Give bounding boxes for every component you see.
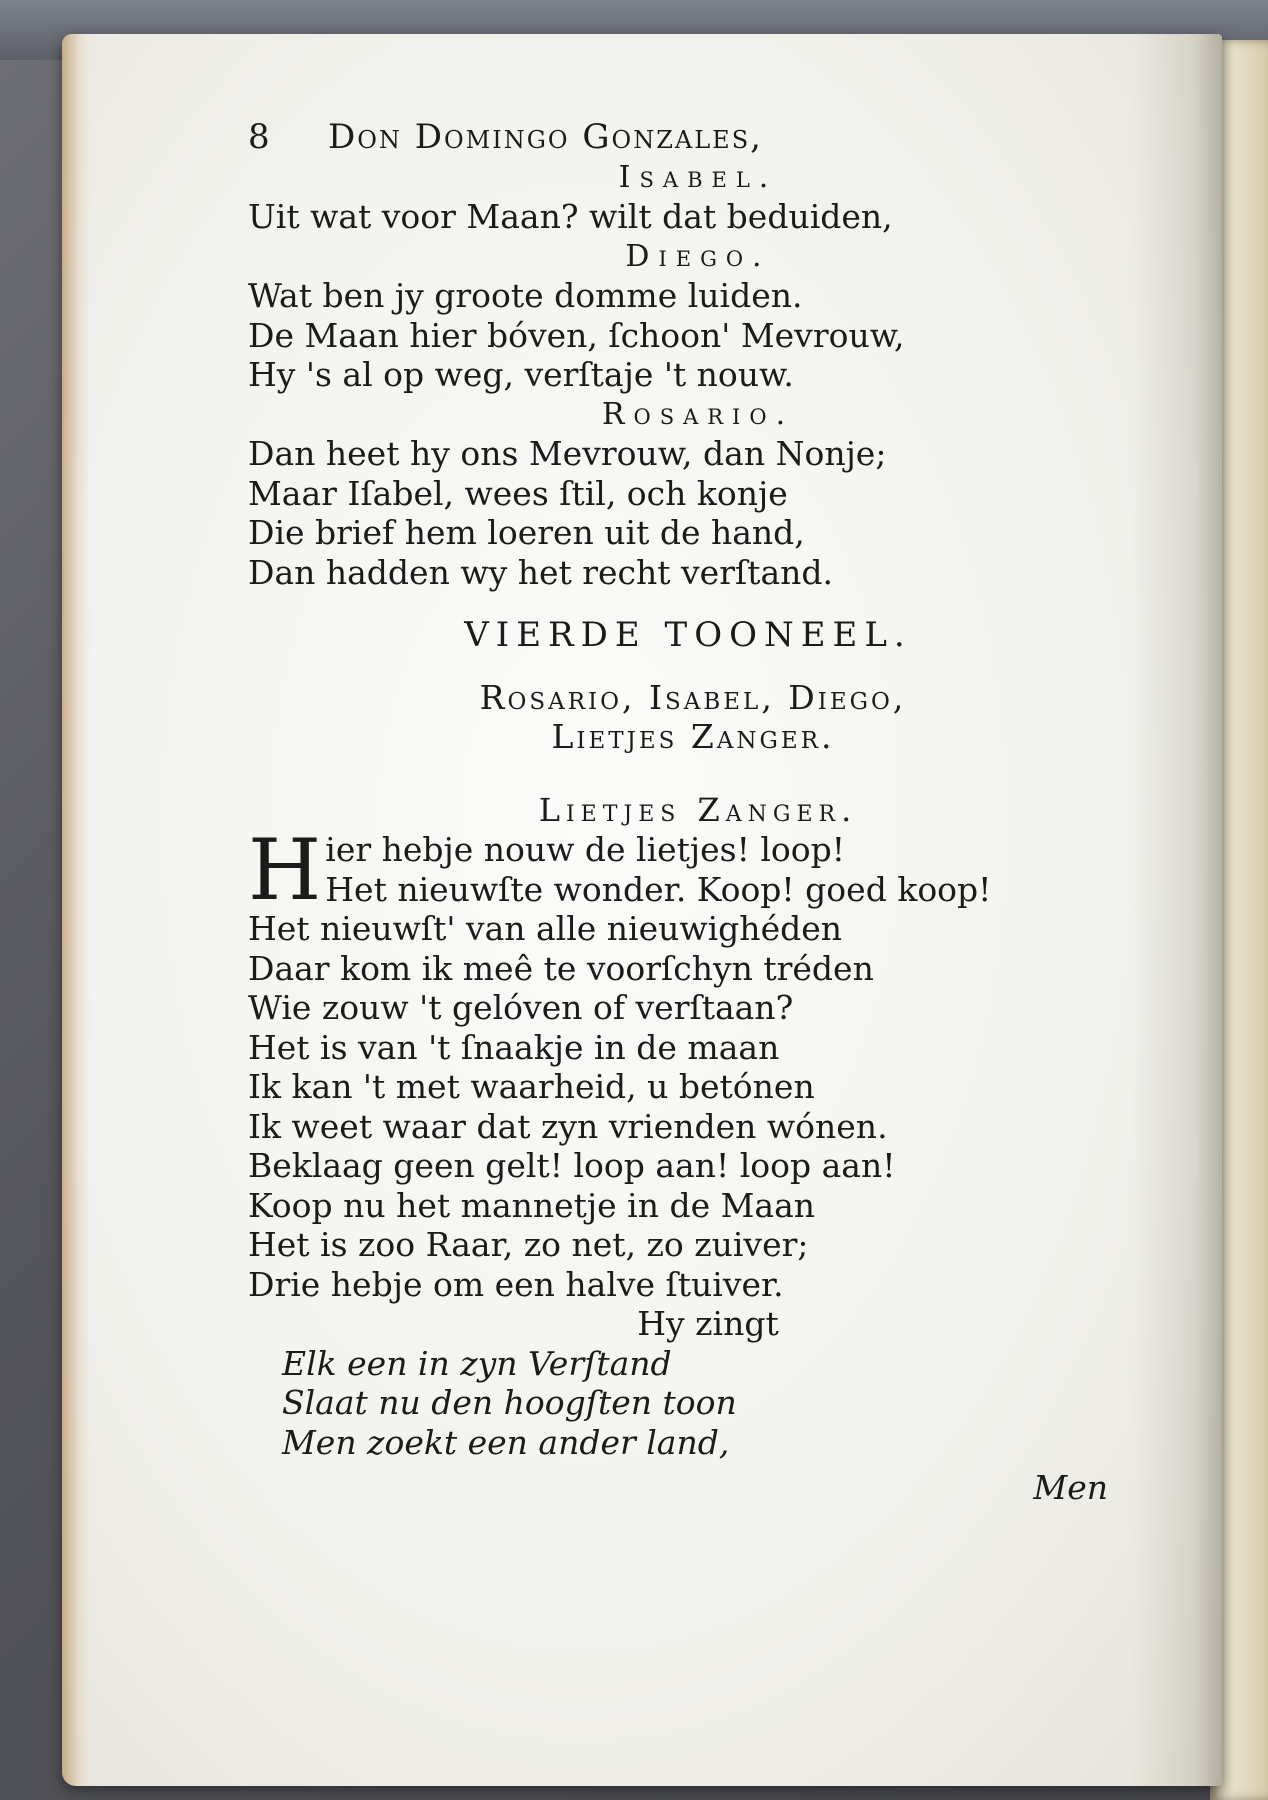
verse-line: Die brief hem loeren uit de hand, — [248, 513, 805, 552]
drop-cap: H — [248, 821, 322, 919]
cast-list-line-2: Lietjes Zanger. — [551, 717, 835, 756]
verse-line: Drie hebje om een halve ſtuiver. — [248, 1264, 784, 1304]
verse-line: Uit wat voor Maan? wilt dat beduiden, — [248, 197, 893, 236]
speaker-diego: Diego. — [625, 238, 771, 274]
verse-line: Beklaag geen gelt! loop aan! loop aan! — [248, 1146, 896, 1185]
scene-title: VIERDE TOONEEL. — [464, 615, 912, 655]
spacer — [248, 757, 1108, 791]
verse-line: Het nieuwſt' van alle nieuwighéden — [248, 909, 842, 948]
cast-list-line-1: Rosario, Isabel, Diego, — [479, 677, 907, 717]
running-head — [248, 118, 1108, 158]
page-edge-shadow — [62, 34, 90, 1786]
verse-line: Het is zoo Raar, zo net, zo zuiver; — [248, 1225, 809, 1264]
song-line: Elk een in zyn Verſtand — [282, 1343, 672, 1383]
verse-line: Dan heet hy ons Mevrouw, dan Nonje; — [248, 434, 887, 473]
song-line: Men zoekt een ander land, — [282, 1422, 730, 1462]
speaker-rosario: Rosario. — [601, 396, 795, 432]
running-title: Don Domingo Gonzales, — [328, 117, 763, 157]
verse-line: ier hebje nouw de lietjes! loop! — [325, 830, 846, 869]
verse-line: Ik kan 't met waarheid, u betónen — [248, 1067, 815, 1106]
verse-line: Hy 's al op weg, verſtaje 't nouw. — [248, 355, 794, 394]
verse-line: Koop nu het mannetje in de Maan — [248, 1185, 815, 1225]
song-line: Slaat nu den hoogſten toon — [282, 1383, 737, 1422]
page-number: 8 — [248, 117, 272, 157]
verse-line: De Maan hier bóven, ſchoon' Mevrouw, — [248, 315, 905, 355]
speaker-isabel: Isabel. — [618, 159, 778, 195]
verse-line: Ik weet waar dat zyn vrienden wónen. — [248, 1106, 888, 1146]
verse-line: Daar kom ik meê te voorſchyn tréden — [248, 948, 874, 988]
verse-line: Het nieuwſte wonder. Koop! goed koop! — [325, 869, 992, 909]
dropcap-block — [248, 821, 1108, 919]
speaker-lietjes-zanger: Lietjes Zanger. — [538, 790, 858, 829]
verse-line: Het is van 't ſnaakje in de maan — [248, 1027, 780, 1067]
stage-direction: Hy zingt — [637, 1304, 779, 1343]
page-gutter-shadow — [1132, 34, 1222, 1786]
verse-line: Wie zouw 't gelóven of verſtaan? — [248, 988, 794, 1027]
verse-line: Maar Iſabel, wees ſtil, och konje — [248, 473, 788, 513]
page-text — [248, 118, 1108, 1508]
verse-line: Dan hadden wy het recht verſtand. — [248, 552, 833, 592]
verse-line: Wat ben jy groote domme luiden. — [248, 276, 803, 315]
catchword: Men — [1033, 1468, 1108, 1507]
